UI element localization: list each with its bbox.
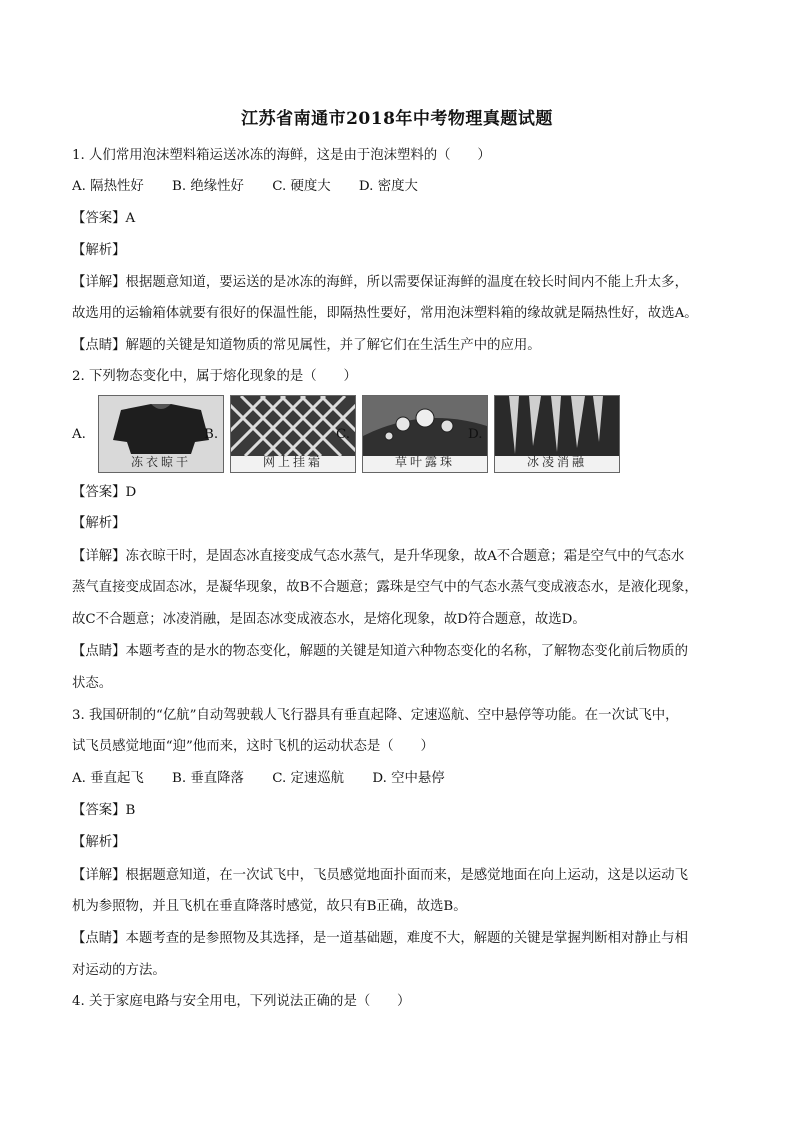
q2-stem: 2. 下列物态变化中，属于熔化现象的是（ ） bbox=[72, 369, 357, 384]
q1-comment: 【点睛】解题的关键是知道物质的常见属性，并了解它们在生活生产中的应用。 bbox=[72, 338, 541, 353]
q1-option-c: C. 硬度大 bbox=[272, 179, 331, 194]
q2-option-c-caption: 草叶露珠 bbox=[394, 455, 455, 469]
q1-stem: 1. 人们常用泡沫塑料箱运送冰冻的海鲜，这是由于泡沫塑料的（ ） bbox=[72, 148, 491, 163]
q2-option-d-caption: 冰凌消融 bbox=[526, 455, 587, 469]
q1-option-d: D. 密度大 bbox=[358, 179, 418, 194]
q3-option-b: B. 垂直降落 bbox=[172, 771, 244, 786]
q2-option-a-label: A. bbox=[72, 427, 86, 442]
q2-detail-line-2: 蒸气直接变成固态冰，是凝华现象，故B不合题意；露珠是空气中的气态水蒸气变成液态水，是液化现象， bbox=[72, 580, 698, 595]
q3-stem-line-2: 试飞员感觉地面“迎”他而来，这时飞机的运动状态是（ ） bbox=[72, 739, 434, 754]
q2-detail-line-1: 【详解】冻衣晾干时，是固态冰直接变成气态水蒸气，是升华现象，故A不合题意；霜是空气中的气态水 bbox=[72, 549, 685, 564]
q1-detail-line-1: 【详解】根据题意知道，要运送的是冰冻的海鲜，所以需要保证海鲜的温度在较长时间内不能上升太多， bbox=[72, 275, 688, 290]
q2-comment-line-2: 状态。 bbox=[72, 676, 113, 691]
q2-analysis: 【解析】 bbox=[72, 516, 126, 531]
q3-comment-line-1: 【点睛】本题考查的是参照物及其选择，是一道基础题，难度不大，解题的关键是掌握判断相对静止与相 bbox=[72, 931, 688, 946]
q1-analysis: 【解析】 bbox=[72, 243, 126, 258]
q2-image-options bbox=[72, 395, 732, 475]
q4-stem: 4. 关于家庭电路与安全用电，下列说法正确的是（ ） bbox=[72, 994, 411, 1009]
q3-analysis: 【解析】 bbox=[72, 835, 126, 850]
q2-option-d-label: D. bbox=[468, 427, 483, 442]
q1-options bbox=[72, 177, 727, 197]
q1-detail-line-2: 故选用的运输箱体就要有很好的保温性能，即隔热性要好，常用泡沫塑料箱的缘故就是隔热性好，故选A。 bbox=[72, 306, 698, 321]
q1-option-a: A. 隔热性好 bbox=[72, 179, 144, 194]
q2-option-d-image bbox=[494, 395, 620, 473]
q3-comment-line-2: 对运动的方法。 bbox=[72, 963, 166, 978]
q3-detail-line-2: 机为参照物，并且飞机在垂直降落时感觉，故只有B正确，故选B。 bbox=[72, 899, 467, 914]
q2-option-a-caption: 冻衣晾干 bbox=[130, 455, 191, 469]
q3-option-a: A. 垂直起飞 bbox=[72, 771, 144, 786]
q3-detail-line-1: 【详解】根据题意知道，在一次试飞中，飞员感觉地面扑面而来，是感觉地面在向上运动，这是以运动飞 bbox=[72, 868, 688, 883]
q2-detail-line-3: 故C不合题意；冰凌消融，是固态冰变成液态水，是熔化现象，故D符合题意，故选D。 bbox=[72, 612, 586, 627]
q3-answer: 【答案】B bbox=[72, 803, 136, 818]
q2-option-b-caption: 网上挂霜 bbox=[262, 455, 323, 469]
q2-option-b-label: B. bbox=[204, 427, 219, 442]
q2-comment-line-1: 【点睛】本题考查的是水的物态变化，解题的关键是知道六种物态变化的名称，了解物态变化前后物质的 bbox=[72, 644, 688, 659]
q3-option-c: C. 定速巡航 bbox=[272, 771, 345, 786]
page-title: 江苏省南通市2018年中考物理真题试题 bbox=[241, 109, 553, 129]
q3-options bbox=[72, 769, 727, 789]
q3-stem-line-1: 3. 我国研制的“亿航”自动驾驶载人飞行器具有垂直起降、定速巡航、空中悬停等功能。在一次试飞中， bbox=[72, 708, 679, 723]
q2-option-c-label: C. bbox=[336, 427, 351, 442]
q2-answer: 【答案】D bbox=[72, 485, 137, 500]
q1-answer: 【答案】A bbox=[72, 211, 136, 226]
q3-option-d: D. 空中悬停 bbox=[372, 771, 445, 786]
q1-option-b: B. 绝缘性好 bbox=[172, 179, 244, 194]
